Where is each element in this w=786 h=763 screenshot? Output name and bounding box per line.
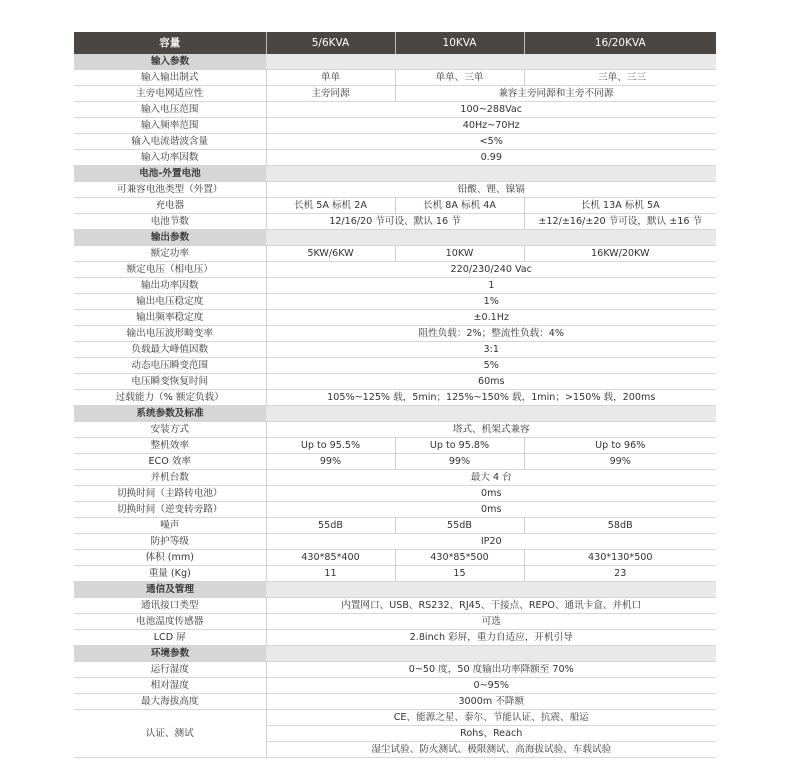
row-value: 单单、三单 [395,70,524,86]
spec-table [74,32,716,758]
row-label: 重量 (Kg) [74,566,266,582]
row-value: 55dB [395,518,524,534]
section-title-fill [266,166,716,182]
section-header-row [74,646,716,662]
row-label: 输出频率稳定度 [74,310,266,326]
row-value: 兼容主旁同源和主旁不同源 [395,86,716,102]
table-row [74,566,716,582]
row-label: 输出电压波形畸变率 [74,326,266,342]
row-label: 主旁电网适应性 [74,86,266,102]
column-header-16-20kva: 16/20KVA [524,32,716,54]
table-row [74,694,716,710]
row-value: 3000m 不降额 [266,694,716,710]
row-value: 0.99 [266,150,716,166]
table-row [74,630,716,646]
row-value: 58dB [524,518,716,534]
row-value: 99% [395,454,524,470]
section-header-row [74,230,716,246]
row-value: 11 [266,566,395,582]
row-label: 可兼容电池类型（外置） [74,182,266,198]
section-title-fill [266,582,716,598]
table-row [74,550,716,566]
row-label: 运行湿度 [74,662,266,678]
table-row [74,326,716,342]
row-label: ECO 效率 [74,454,266,470]
row-label: 最大海拔高度 [74,694,266,710]
row-label: 负载最大峰值因数 [74,342,266,358]
row-label: 额定电压（相电压） [74,262,266,278]
table-row [74,678,716,694]
table-header-row [74,32,716,54]
table-row [74,70,716,86]
row-value: 430*85*400 [266,550,395,566]
row-value: 塔式、机架式兼容 [266,422,716,438]
row-value: 单单 [266,70,395,86]
row-label: 通讯接口类型 [74,598,266,614]
row-value: 430*130*500 [524,550,716,566]
table-row [74,182,716,198]
row-value: 5% [266,358,716,374]
row-label: 动态电压瞬变范围 [74,358,266,374]
row-label: 输出功率因数 [74,278,266,294]
row-label: 并机台数 [74,470,266,486]
row-value: <5% [266,134,716,150]
row-value: 220/230/240 Vac [266,262,716,278]
row-label: 切换时间（主路转电池） [74,486,266,502]
certification-label: 认证、测试 [74,710,266,758]
row-label: 输入电压范围 [74,102,266,118]
table-row [74,102,716,118]
row-label: 额定功率 [74,246,266,262]
table-row [74,358,716,374]
table-row [74,534,716,550]
row-label: 整机效率 [74,438,266,454]
row-value: Up to 96% [524,438,716,454]
section-header-row [74,406,716,422]
row-value: 15 [395,566,524,582]
row-value: ±12/±16/±20 节可设，默认 ±16 节 [524,214,716,230]
row-value: 0~50 度，50 度输出功率降额至 70% [266,662,716,678]
row-label: 体积 (mm) [74,550,266,566]
row-value: IP20 [266,534,716,550]
table-row [74,438,716,454]
row-label: 电压瞬变恢复时间 [74,374,266,390]
row-label: 输入频率范围 [74,118,266,134]
section-title: 电池-外置电池 [74,166,266,182]
table-row [74,518,716,534]
row-label: 输入输出制式 [74,70,266,86]
certification-row [74,710,716,726]
row-value: 主旁同源 [266,86,395,102]
row-value: Up to 95.5% [266,438,395,454]
section-title: 系统参数及标准 [74,406,266,422]
spec-table-body [74,54,716,758]
row-value: 0ms [266,502,716,518]
table-row [74,598,716,614]
row-value: 5KW/6KW [266,246,395,262]
section-title-fill [266,230,716,246]
row-value: 三单、三三 [524,70,716,86]
row-value: 长机 5A 标机 2A [266,198,395,214]
row-value: 1 [266,278,716,294]
row-value: 99% [266,454,395,470]
row-label: 电池温度传感器 [74,614,266,630]
table-row [74,422,716,438]
table-row [74,262,716,278]
column-header-10kva: 10KVA [395,32,524,54]
row-label: 输入电流谐波含量 [74,134,266,150]
table-row [74,486,716,502]
section-header-row [74,582,716,598]
table-row [74,310,716,326]
table-row [74,662,716,678]
row-label: LCD 屏 [74,630,266,646]
row-value: 3:1 [266,342,716,358]
row-value: 长机 8A 标机 4A [395,198,524,214]
table-row [74,134,716,150]
row-label: 输出电压稳定度 [74,294,266,310]
row-value: 2.8inch 彩屏，重力自适应，开机引导 [266,630,716,646]
table-row [74,86,716,102]
section-title: 通信及管理 [74,582,266,598]
row-value: 40Hz~70Hz [266,118,716,134]
table-row [74,454,716,470]
row-value: 100~288Vac [266,102,716,118]
row-value: 10KW [395,246,524,262]
certification-line: CE、能源之星、泰尔、节能认证、抗震、船运 [266,710,716,726]
certification-line: 湿尘试验、防火测试、极限测试、高海拔试验、车载试验 [266,742,716,758]
row-value: 1% [266,294,716,310]
row-value: Up to 95.8% [395,438,524,454]
row-label: 相对湿度 [74,678,266,694]
row-label: 输入功率因数 [74,150,266,166]
certification-line: Rohs、Reach [266,726,716,742]
table-row [74,118,716,134]
row-value: 12/16/20 节可设、默认 16 节 [266,214,524,230]
row-label: 安装方式 [74,422,266,438]
section-title: 输入参数 [74,54,266,70]
capacity-header: 容量 [74,32,266,54]
row-value: 铅酸、锂、镍镉 [266,182,716,198]
table-row [74,278,716,294]
row-value: 99% [524,454,716,470]
row-value: 最大 4 台 [266,470,716,486]
table-row [74,390,716,406]
table-row [74,294,716,310]
table-row [74,246,716,262]
row-label: 电池节数 [74,214,266,230]
row-value: 55dB [266,518,395,534]
table-row [74,214,716,230]
section-header-row [74,54,716,70]
row-value: 23 [524,566,716,582]
section-title-fill [266,406,716,422]
row-value: 阻性负载：2%；整流性负载：4% [266,326,716,342]
row-value: ±0.1Hz [266,310,716,326]
row-value: 60ms [266,374,716,390]
row-label: 切换时间（逆变转旁路） [74,502,266,518]
section-header-row [74,166,716,182]
table-row [74,150,716,166]
row-value: 0ms [266,486,716,502]
row-value: 430*85*500 [395,550,524,566]
row-value: 0~95% [266,678,716,694]
section-title: 输出参数 [74,230,266,246]
section-title: 环境参数 [74,646,266,662]
row-label: 过载能力（% 额定负载） [74,390,266,406]
column-header-5-6kva: 5/6KVA [266,32,395,54]
row-label: 防护等级 [74,534,266,550]
table-row [74,374,716,390]
row-label: 噪声 [74,518,266,534]
section-title-fill [266,54,716,70]
row-value: 可选 [266,614,716,630]
table-row [74,614,716,630]
table-row [74,502,716,518]
table-row [74,342,716,358]
row-value: 105%~125% 载，5min；125%~150% 载，1min；>150% 载，200ms [266,390,716,406]
row-label: 充电器 [74,198,266,214]
table-row [74,470,716,486]
row-value: 16KW/20KW [524,246,716,262]
row-value: 内置网口、USB、RS232、RJ45、干接点、REPO、通讯卡盒、并机口 [266,598,716,614]
section-title-fill [266,646,716,662]
table-row [74,198,716,214]
row-value: 长机 13A 标机 5A [524,198,716,214]
